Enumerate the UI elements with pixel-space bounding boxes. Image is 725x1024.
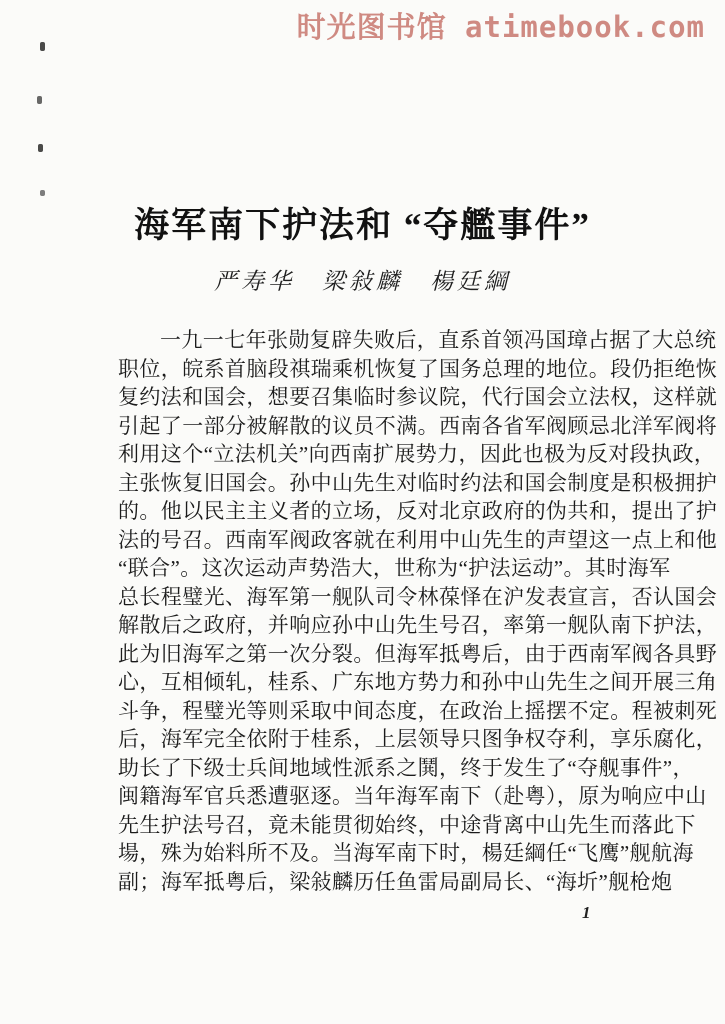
body-line: 总长程璧光、海军第一舰队司令林葆怿在沪发表宣言，否认国会 (118, 584, 718, 609)
body-line: 解散后之政府，并响应孙中山先生号召，率第一舰队南下护法， (118, 613, 718, 637)
scan-artifact (38, 144, 43, 152)
author-line: 严寿华 梁敍麟 楊廷綱 (214, 269, 511, 294)
body-line: 职位，皖系首脑段祺瑞乘机恢复了国务总理的地位。段仍拒绝恢 (118, 356, 718, 381)
body-line: 后，海军完全依附于桂系，上层领导只图争权夺利，享乐腐化， (118, 727, 718, 751)
article-title: 海军南下护法和 “夺艦事件” (134, 206, 591, 245)
body-line: 的。他以民主主义者的立场，反对北京政府的伪共和，提出了护 (118, 499, 718, 523)
body-line: 主张恢复旧国会。孙中山先生对临时约法和国会制度是积极拥护 (118, 470, 718, 495)
body-line: 复约法和国会，想要召集临时参议院，代行国会立法权，这样就 (118, 385, 718, 409)
body-line: 斗争，程璧光等则采取中间态度，在政治上摇摆不定。程被刺死 (118, 698, 718, 723)
body-line: 先生护法号召，竟未能贯彻始终，中途背离中山先生而落此下 (118, 812, 696, 837)
body-line: 闽籍海军官兵悉遭驱逐。当年海军南下（赴粤），原为响应中山 (118, 784, 707, 808)
body-line: 法的号召。西南军阀政客就在利用中山先生的声望这一点上和他 (118, 527, 718, 552)
body-line: “联合”。这次运动声势浩大，世称为“护法运动”。其时海军 (118, 556, 671, 580)
watermark-text: 时光图书馆 atimebook.com (296, 10, 705, 44)
body-line: 利用这个“立法机关”向西南扩展势力，因此也极为反对段执政， (118, 442, 716, 466)
body-line: 心，互相倾轧，桂系、广东地方势力和孙中山先生之间开展三角 (118, 670, 718, 694)
scan-artifact (40, 190, 45, 196)
scan-artifact (37, 96, 42, 104)
article-body (118, 326, 718, 896)
body-line: 此为旧海军之第一次分裂。但海军抵粤后，由于西南军阀各具野 (118, 641, 718, 666)
body-line: 一九一七年张勋复辟失败后，直系首领冯国璋占据了大总统 (160, 328, 717, 352)
scan-artifact (40, 42, 45, 51)
body-line: 副；海军抵粤后，梁敍麟历任鱼雷局副局长、“海圻”舰枪炮 (118, 869, 673, 894)
body-line: 引起了一部分被解散的议员不满。西南各省军阀顾忌北洋军阀将 (118, 413, 718, 438)
body-line: 助长了下级士兵间地域性派系之鬨，终于发生了“夺舰事件”， (118, 755, 694, 780)
page-number: 1 (582, 903, 591, 922)
body-line: 場，殊为始料所不及。当海军南下时，楊廷綱任“飞鹰”舰航海 (118, 841, 694, 865)
